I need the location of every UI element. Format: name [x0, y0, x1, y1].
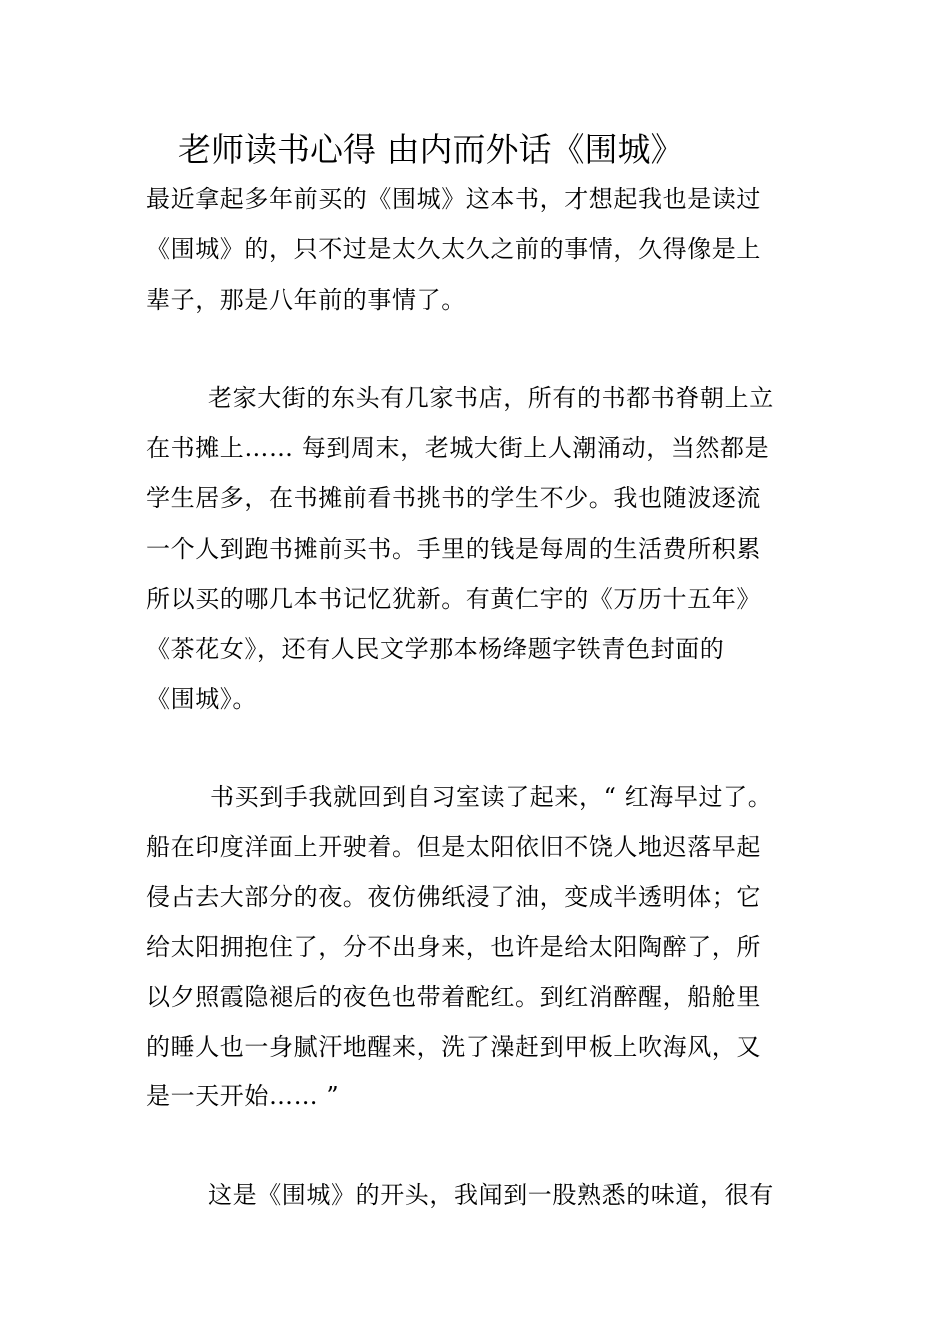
paragraph-2-line-3: 学生居多，在书摊前看书挑书的学生不少。我也随波逐流 — [146, 484, 761, 512]
paragraph-2-line-6: 《茶花女》，还有人民文学那本杨绛题字铁青色封面的 — [146, 635, 725, 663]
paragraph-3-line-7: 是一天开始…… ” — [146, 1082, 340, 1110]
paragraph-2-line-4: 一个人到跑书摊前买书。手里的钱是每周的生活费所积累 — [146, 535, 761, 563]
document-title: 老师读书心得 由内而外话《围城》 — [178, 130, 684, 169]
paragraph-3-line-4: 给太阳拥抱住了，分不出身来，也许是给太阳陶醉了，所 — [146, 933, 761, 961]
paragraph-2-line-1: 老家大街的东头有几家书店，所有的书都书脊朝上立 — [208, 384, 774, 412]
paragraph-1-line-3: 辈子，那是八年前的事情了。 — [146, 286, 466, 314]
paragraph-3-line-3: 侵占去大部分的夜。夜仿佛纸浸了油，变成半透明体；它 — [146, 883, 761, 911]
paragraph-3-line-1: 书买到手我就回到自习室读了起来，“ 红海早过了。 — [210, 783, 773, 811]
paragraph-3-line-2: 船在印度洋面上开驶着。但是太阳依旧不饶人地迟落早起 — [146, 833, 761, 861]
paragraph-1-line-2: 《围城》的，只不过是太久太久之前的事情，久得像是上 — [146, 235, 761, 263]
paragraph-3-line-5: 以夕照霞隐褪后的夜色也带着酡红。到红消醉醒，船舱里 — [146, 983, 761, 1011]
paragraph-2-line-2: 在书摊上…… 每到周末，老城大街上人潮涌动，当然都是 — [146, 434, 770, 462]
paragraph-3-line-6: 的睡人也一身腻汗地醒来，洗了澡赶到甲板上吹海风，又 — [146, 1033, 761, 1061]
paragraph-1-line-1: 最近拿起多年前买的《围城》这本书，才想起我也是读过 — [146, 185, 761, 213]
paragraph-2-line-5: 所以买的哪几本书记忆犹新。有黄仁宇的《万历十五年》 — [146, 585, 761, 613]
paragraph-4-line-1: 这是《围城》的开头，我闻到一股熟悉的味道，很有 — [208, 1181, 774, 1209]
paragraph-2-line-7: 《围城》。 — [146, 685, 257, 713]
